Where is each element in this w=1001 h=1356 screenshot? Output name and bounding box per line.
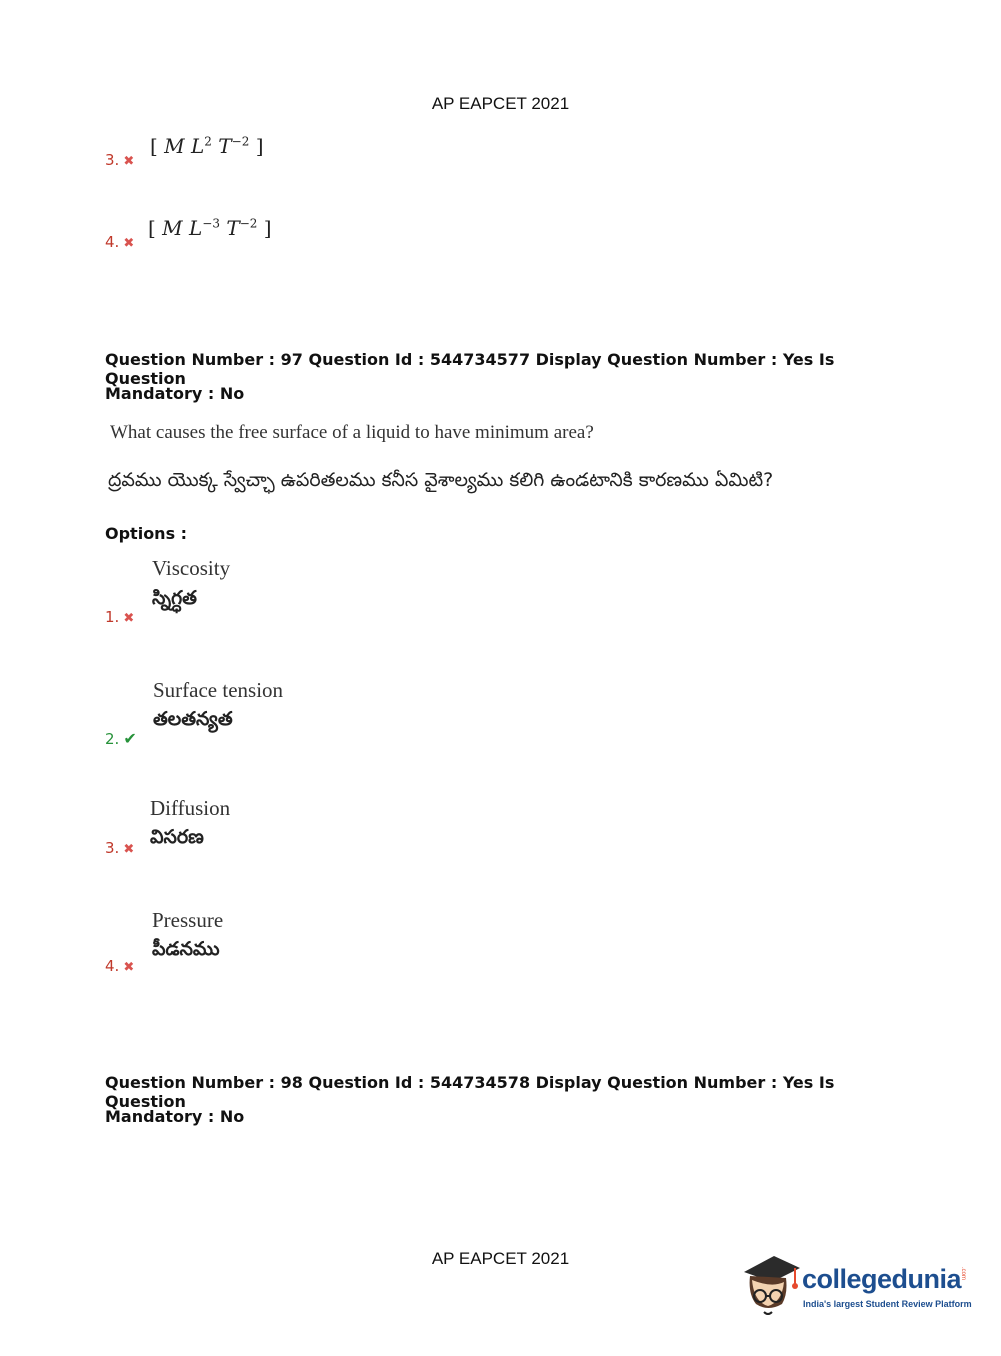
option-2-telugu: తలతన్యత [153,708,233,730]
logo-wordmark: collegedunia [802,1264,962,1294]
option-3-telugu: విసరణ [150,826,204,848]
formula-exponent: −3 [202,216,220,231]
option-2-number [105,729,137,748]
option-number: 3. [105,839,120,857]
collegedunia-logo [742,1250,972,1318]
formula-exponent: 2 [204,134,212,149]
option-4-english: Pressure [152,908,224,932]
formula-exponent: −2 [231,134,250,149]
wrong-mark-icon: ✖ [123,611,135,626]
option-4-telugu: పీడనము [152,938,220,960]
option-1-number [105,608,134,626]
check-mark-icon: ✔ [123,729,137,748]
option-number: 3. [105,151,120,169]
prev-option-4-formula: [ M $L^{-3}$ $T^{-2}$ ] [148,216,272,240]
formula-symbol-l: L [189,216,203,240]
wrong-mark-icon: ✖ [123,960,135,975]
option-number: 1. [105,608,120,626]
question-97-text-english: What causes the free surface of a liquid to have minimum area? [110,422,594,443]
formula-symbol-m: M [162,216,183,240]
formula-exponent: −2 [239,216,258,231]
prev-option-3-number [105,151,134,169]
formula-symbol-t: T [226,216,240,240]
wrong-mark-icon: ✖ [123,842,135,857]
question-97-meta-line-2: Mandatory : No [105,384,245,403]
option-3-number [105,839,134,857]
prev-option-3-formula: [ M $L^2$ $T^{-2}$ ] [150,134,264,158]
formula-symbol-m: M [164,134,185,158]
question-97-text-telugu: ద్రవము యొక్క స్వేచ్ఛా ఉపరితలము కనీస వైశాల్యము కలిగి ఉండటానికి కారణము ఏమిటి? [108,469,774,491]
page-header: AP EAPCET 2021 [431,94,570,113]
logo-tagline: India's largest Student Review Platform [803,1299,972,1309]
option-number: 4. [105,233,120,251]
option-4-number [105,957,134,975]
options-heading: Options : [105,524,188,543]
question-98-meta-line-1: Question Number : 98 Question Id : 544734578 Display Question Number : Yes Is Question [105,1073,835,1111]
option-2-english: Surface tension [153,678,284,702]
option-1-telugu: స్నిగ్ధత [152,587,197,609]
question-97-meta-line-1: Question Number : 97 Question Id : 544734577 Display Question Number : Yes Is Question [105,350,835,388]
wrong-mark-icon: ✖ [123,236,135,251]
option-3-english: Diffusion [150,796,231,820]
option-number: 2. [105,730,120,748]
logo-domain: .com [960,1267,966,1281]
mascot-icon [742,1250,802,1318]
question-98-meta-line-2: Mandatory : No [105,1107,245,1126]
option-number: 4. [105,957,120,975]
page-footer: AP EAPCET 2021 [431,1249,570,1268]
wrong-mark-icon: ✖ [123,154,135,169]
option-1-english: Viscosity [152,556,231,580]
formula-symbol-l: L [191,134,205,158]
formula-symbol-t: T [218,134,232,158]
prev-option-4-number [105,233,134,251]
